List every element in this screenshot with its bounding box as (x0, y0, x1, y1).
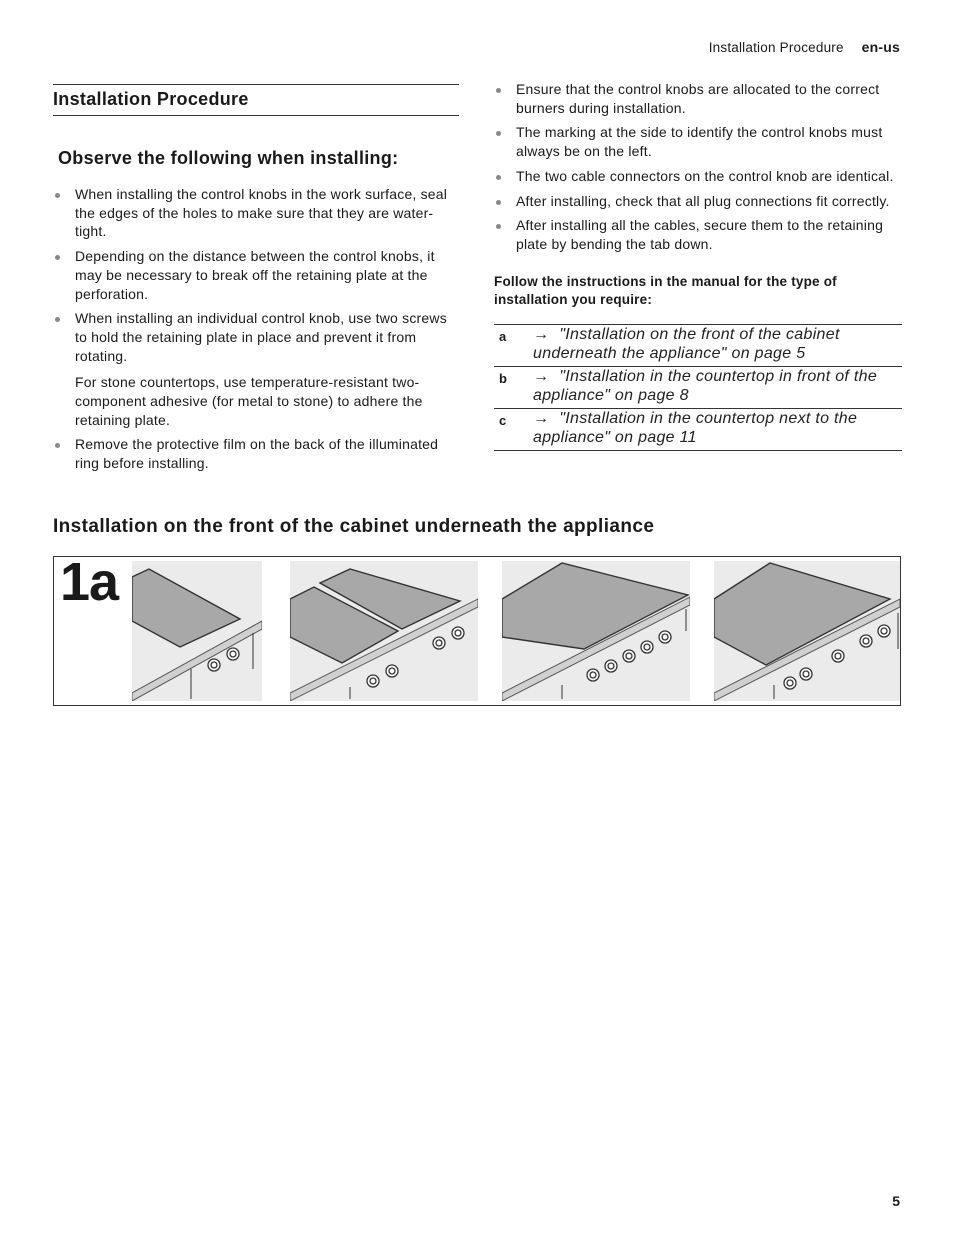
figure-1a (53, 552, 901, 706)
arrow-right-icon: → (533, 367, 550, 385)
bullet-dot-icon (496, 88, 501, 93)
list-item (53, 247, 459, 303)
cross-reference-table (494, 324, 902, 451)
list-item-text: Remove the protective film on the back of the illuminated ring before installing. (75, 436, 439, 472)
subsection-title: Observe the following when installing: (58, 148, 399, 168)
ref-link-text[interactable]: "Installation on the front of the cabinet underneath the appliance" on page 5 (533, 325, 840, 363)
right-column (494, 80, 902, 451)
cooktop-illustration-4 (714, 561, 900, 701)
cooktop-illustration-1 (132, 561, 262, 701)
bullet-dot-icon (496, 200, 501, 205)
arrow-right-icon: → (533, 325, 550, 343)
right-bullet-list (494, 80, 902, 254)
follow-instructions-text: Follow the instructions in the manual for the type of installation you require: (494, 273, 837, 308)
table-row (494, 408, 902, 450)
list-item-text: When installing the control knobs in the work surface, seal the edges of the holes to make sure that they are water-tight. (75, 186, 448, 240)
cooktop-illustration-2 (290, 561, 478, 701)
ref-link-text[interactable]: "Installation in the countertop in front of the appliance" on page 8 (533, 367, 878, 405)
ref-key: a (494, 324, 533, 366)
list-item-text: After installing all the cables, secure them to the retaining plate by bending the tab down. (516, 217, 884, 252)
list-item-text: The two cable connectors on the control knob are identical. (516, 167, 894, 184)
bullet-dot-icon (55, 317, 60, 322)
bullet-dot-icon (55, 193, 60, 198)
table-row (494, 324, 902, 366)
ref-link[interactable] (533, 324, 902, 366)
ref-key: c (494, 408, 533, 450)
arrow-right-icon: → (533, 409, 550, 427)
left-bullet-list (53, 185, 459, 473)
bullet-dot-icon (496, 131, 501, 136)
cooktop-illustration-3 (502, 561, 690, 701)
list-item (494, 167, 902, 186)
table-row (494, 366, 902, 408)
list-item-text: When installing an individual control knob, use two screws to hold the retaining plate in place and prevent it from rotating. (75, 310, 447, 364)
list-item (53, 185, 459, 241)
ref-link[interactable] (533, 408, 902, 450)
section-title: Installation Procedure (53, 84, 459, 116)
figure-label: 1a (60, 552, 119, 612)
list-item (494, 216, 902, 253)
list-item (494, 123, 902, 160)
ref-link-text[interactable]: "Installation in the countertop next to the appliance" on page 11 (533, 409, 858, 447)
ref-link[interactable] (533, 366, 902, 408)
left-column (53, 84, 459, 479)
list-item (494, 80, 902, 117)
bullet-dot-icon (55, 443, 60, 448)
running-header (709, 39, 900, 55)
list-item (494, 192, 902, 211)
list-item (53, 435, 459, 472)
bullet-dot-icon (55, 255, 60, 260)
ref-key: b (494, 366, 533, 408)
list-item-text: Depending on the distance between the control knobs, it may be necessary to break off the retaining plate at the perforation. (75, 248, 435, 302)
bullet-dot-icon (496, 175, 501, 180)
figure-section-title: Installation on the front of the cabinet underneath the appliance (53, 516, 655, 537)
bullet-dot-icon (496, 224, 501, 229)
header-language: en-us (861, 39, 900, 55)
page-number: 5 (892, 1193, 900, 1209)
list-item-note: For stone countertops, use temperature-resistant two-component adhesive (for metal to stone) to adhere the retaining plate. (75, 374, 423, 428)
list-item-text: Ensure that the control knobs are allocated to the correct burners during installation. (516, 81, 880, 116)
header-section: Installation Procedure (708, 40, 844, 55)
list-item-text: The marking at the side to identify the control knobs must always be on the left. (516, 124, 883, 160)
list-item (53, 309, 459, 429)
list-item-text: After installing, check that all plug connections fit correctly. (516, 192, 890, 209)
